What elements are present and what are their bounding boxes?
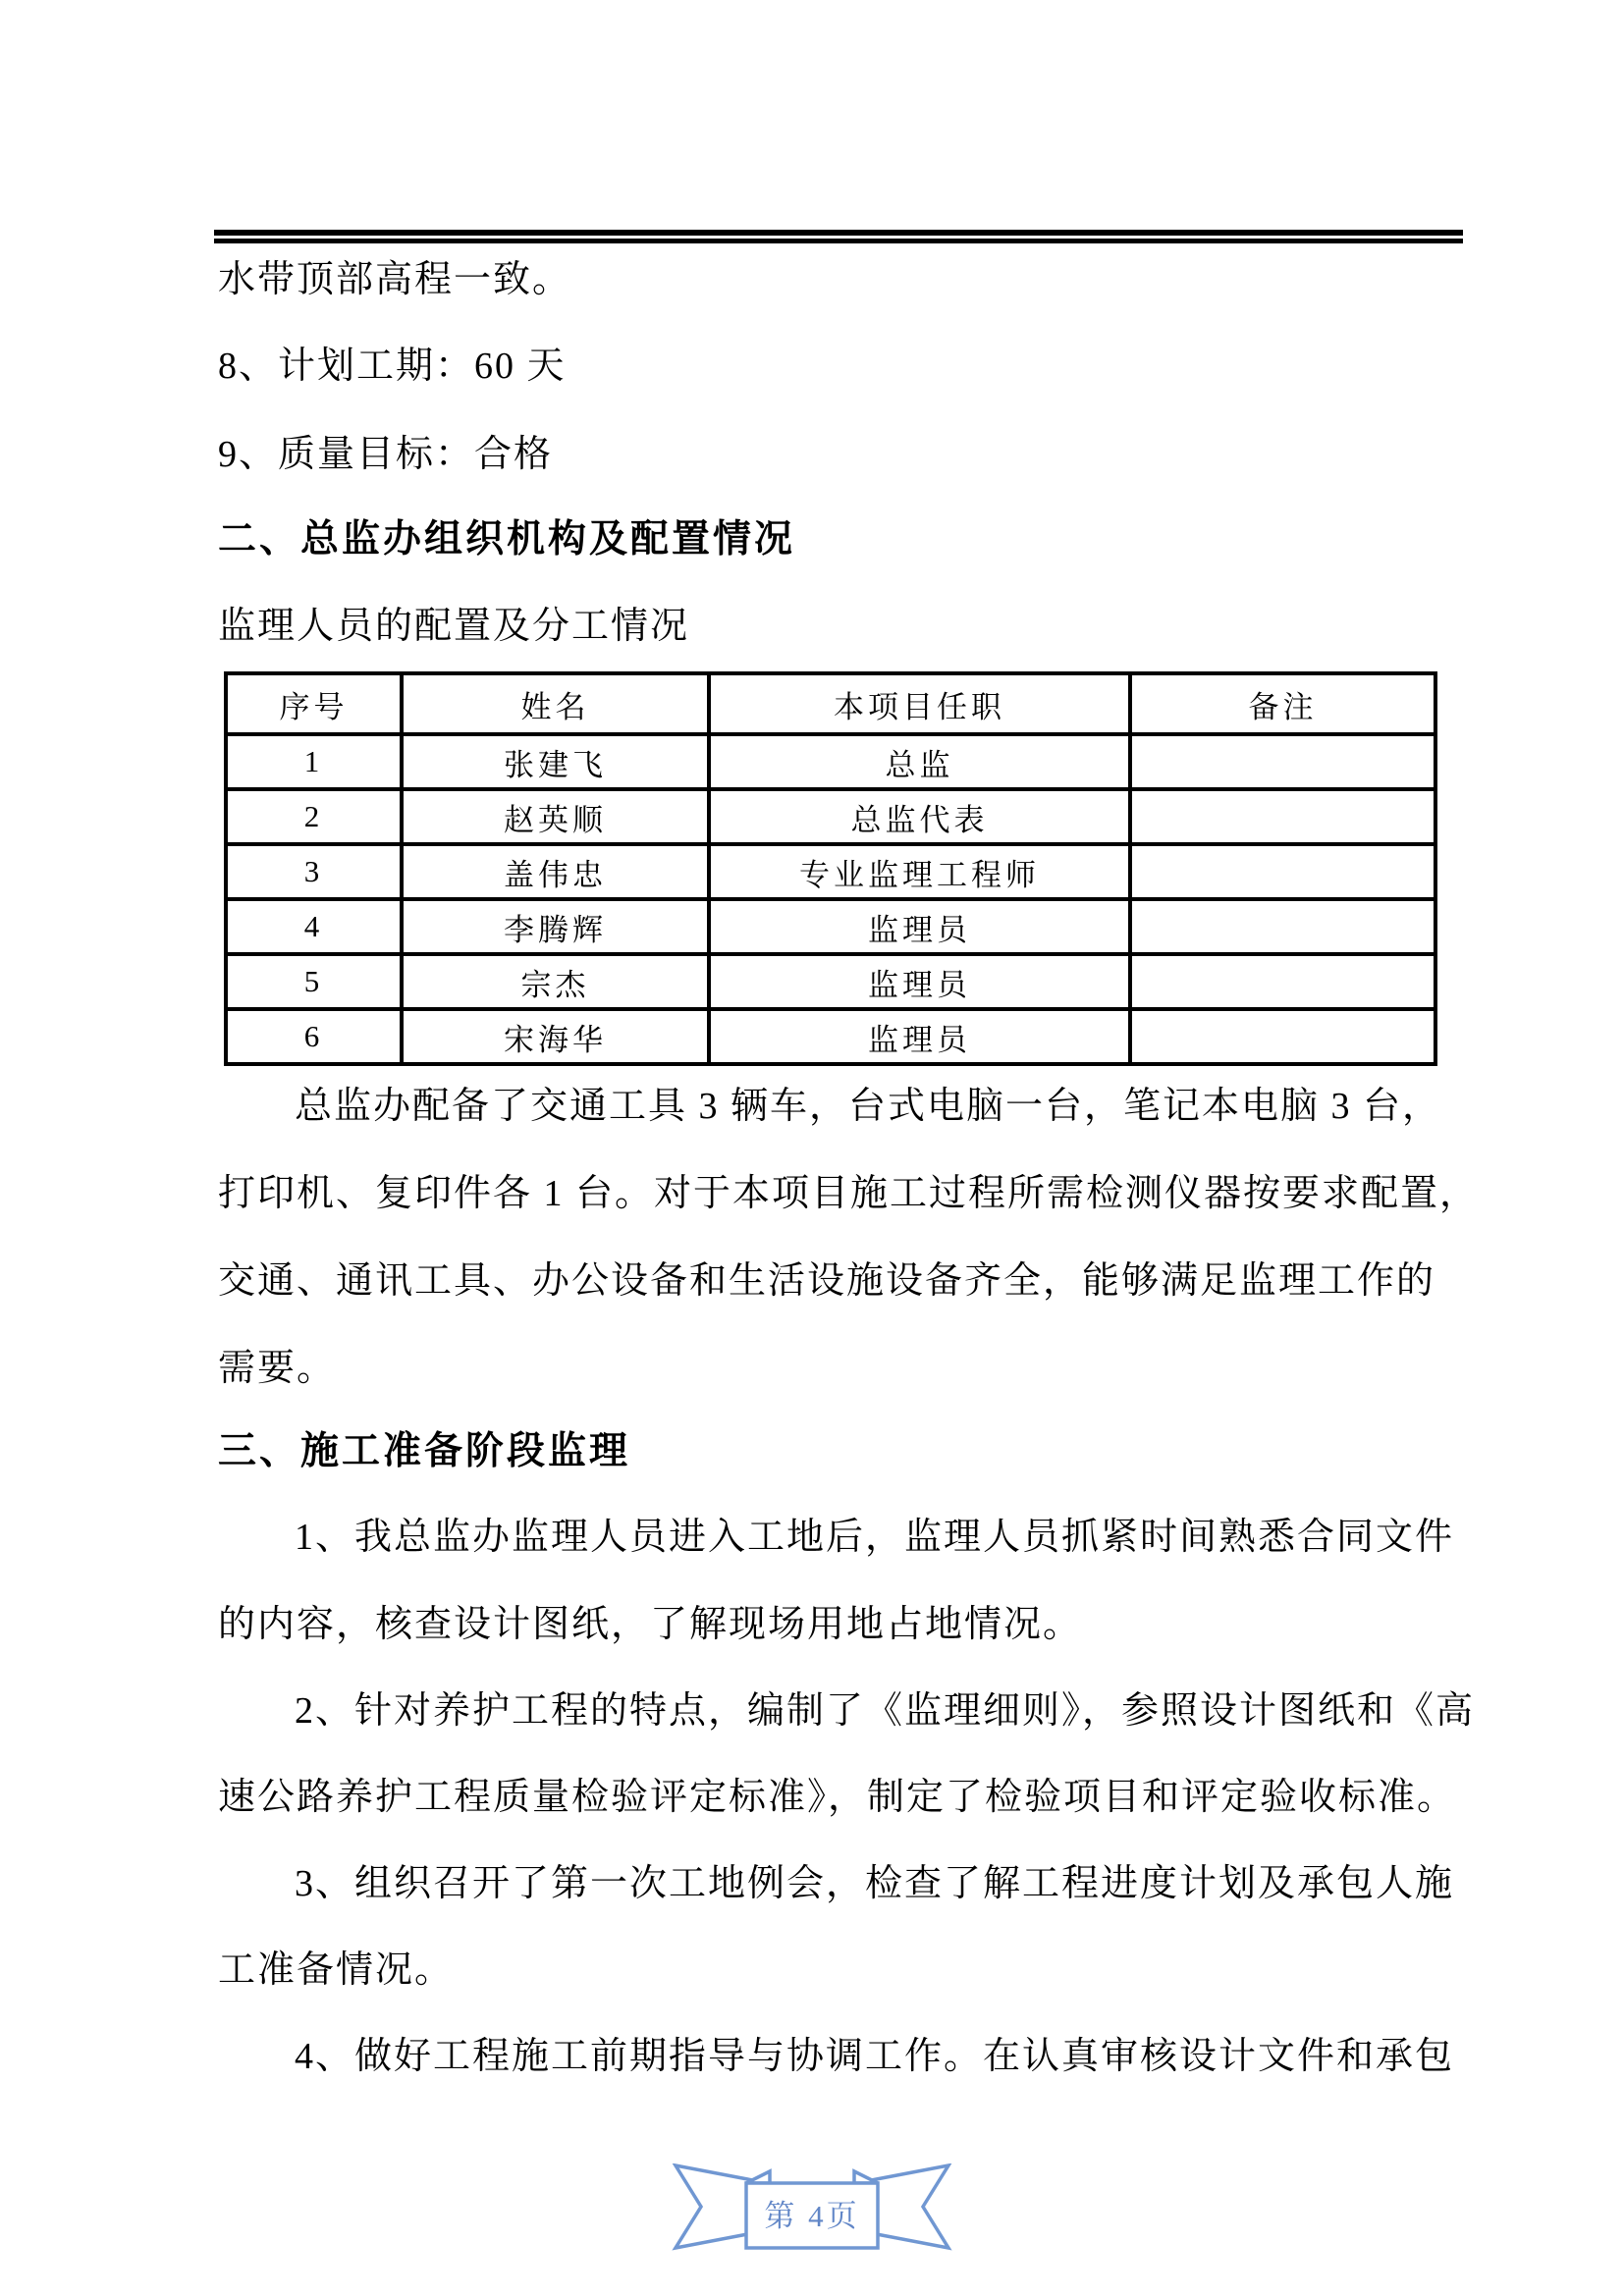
col-header-name: 姓名	[402, 673, 709, 734]
header-double-rule	[214, 230, 1463, 243]
cell-name: 张建飞	[402, 734, 709, 789]
cell-name: 宗杰	[402, 954, 709, 1009]
cell-name: 李腾辉	[402, 899, 709, 954]
body-line-carryover: 水带顶部高程一致。	[218, 259, 572, 300]
cell-position: 总监	[709, 734, 1130, 789]
cell-serial: 6	[226, 1009, 402, 1064]
cell-position: 专业监理工程师	[709, 844, 1130, 899]
table-row	[226, 844, 1435, 899]
cell-position: 监理员	[709, 1009, 1130, 1064]
table-caption: 监理人员的配置及分工情况	[218, 606, 690, 647]
body-line-equip-4: 需要。	[218, 1348, 337, 1389]
body-line-prep-1b: 的内容，核查设计图纸，了解现场用地占地情况。	[218, 1604, 1083, 1645]
table-row	[226, 789, 1435, 844]
body-line-prep-4a: 4、做好工程施工前期指导与协调工作。在认真审核设计文件和承包	[295, 2036, 1455, 2077]
table-row	[226, 954, 1435, 1009]
section-heading-3: 三、施工准备阶段监理	[218, 1430, 631, 1472]
cell-position: 监理员	[709, 899, 1130, 954]
cell-remark	[1130, 954, 1435, 1009]
col-header-remark: 备注	[1130, 673, 1435, 734]
body-line-equip-2: 打印机、复印件各 1 台。对于本项目施工过程所需检测仪器按要求配置，	[218, 1173, 1480, 1214]
cell-remark	[1130, 789, 1435, 844]
body-line-prep-2b: 速公路养护工程质量检验评定标准》，制定了检验项目和评定验收标准。	[218, 1777, 1457, 1818]
cell-serial: 1	[226, 734, 402, 789]
cell-serial: 2	[226, 789, 402, 844]
cell-serial: 5	[226, 954, 402, 1009]
cell-remark	[1130, 734, 1435, 789]
body-line-item9: 9、质量目标：合格	[218, 434, 554, 475]
col-header-serial: 序号	[226, 673, 402, 734]
table-row	[226, 1009, 1435, 1064]
body-line-prep-1a: 1、我总监办监理人员进入工地后，监理人员抓紧时间熟悉合同文件	[295, 1517, 1455, 1558]
table-row	[226, 899, 1435, 954]
cell-name: 宋海华	[402, 1009, 709, 1064]
table-row	[226, 734, 1435, 789]
cell-position: 总监代表	[709, 789, 1130, 844]
cell-serial: 4	[226, 899, 402, 954]
cell-name: 赵英顺	[402, 789, 709, 844]
body-line-equip-1: 总监办配备了交通工具 3 辆车，台式电脑一台，笔记本电脑 3 台，	[295, 1086, 1442, 1127]
body-line-item8: 8、计划工期：60 天	[218, 346, 567, 387]
table-header-row	[226, 673, 1435, 734]
body-line-equip-3: 交通、通讯工具、办公设备和生活设施设备齐全，能够满足监理工作的	[218, 1260, 1436, 1302]
col-header-position: 本项目任职	[709, 673, 1130, 734]
cell-name: 盖伟忠	[402, 844, 709, 899]
staff-table	[224, 671, 1437, 1066]
cell-remark	[1130, 899, 1435, 954]
body-line-prep-2a: 2、针对养护工程的特点，编制了《监理细则》，参照设计图纸和《高	[295, 1690, 1476, 1732]
body-line-prep-3b: 工准备情况。	[218, 1949, 455, 1991]
cell-position: 监理员	[709, 954, 1130, 1009]
ribbon-right-fold	[854, 2171, 878, 2183]
page-number-ribbon	[660, 2163, 964, 2262]
body-line-prep-3a: 3、组织召开了第一次工地例会，检查了解工程进度计划及承包人施	[295, 1863, 1455, 1904]
cell-remark	[1130, 1009, 1435, 1064]
page-number-label: 第 4页	[764, 2199, 860, 2233]
ribbon-left-fold	[746, 2171, 770, 2183]
cell-serial: 3	[226, 844, 402, 899]
cell-remark	[1130, 844, 1435, 899]
section-heading-2: 二、总监办组织机构及配置情况	[218, 518, 796, 561]
